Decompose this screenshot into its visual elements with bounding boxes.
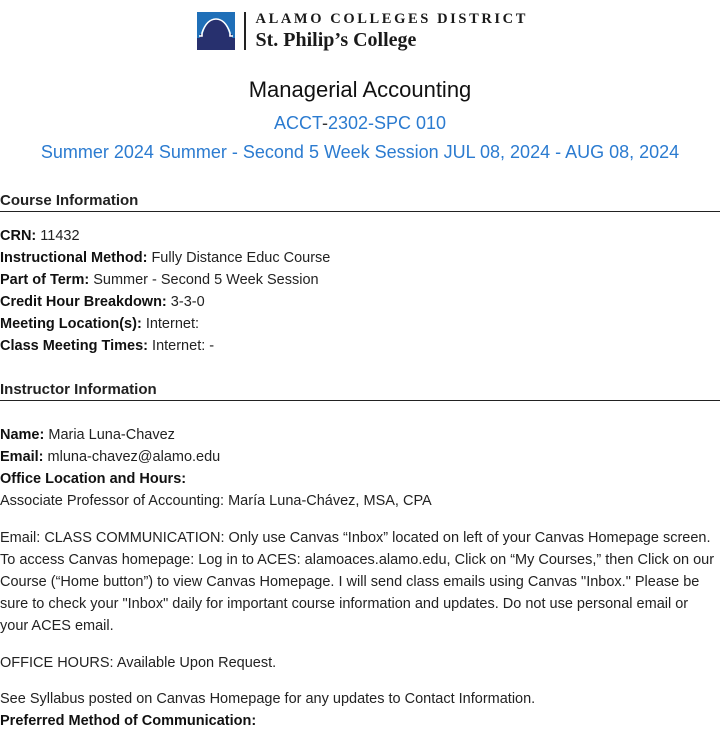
field-label: Class Meeting Times: — [0, 338, 149, 354]
district-name: ALAMO COLLEGES DISTRICT — [255, 11, 529, 28]
field-value: 3-3-0 — [170, 294, 205, 310]
field-value: Internet: — [145, 316, 200, 332]
course-code-separator: - — [321, 113, 328, 133]
logo-divider — [244, 12, 246, 50]
college-name: St. Philip’s College — [255, 28, 417, 51]
field-label: Part of Term: — [0, 272, 90, 288]
course-code — [0, 113, 720, 134]
field-label: Office Location and Hours: — [0, 471, 187, 487]
field-label: Meeting Location(s): — [0, 316, 142, 332]
preferred-communication-label — [0, 710, 256, 732]
field-credit-hours — [0, 291, 205, 313]
course-number: 2302-SPC 010 — [327, 113, 447, 133]
field-label: Instructional Method: — [0, 250, 148, 266]
field-value: Maria Luna-Chavez — [48, 427, 175, 443]
field-value: Summer - Second 5 Week Session — [93, 272, 319, 288]
field-label: CRN: — [0, 228, 37, 244]
instructor-title: Associate Professor of Accounting: María Luna-Chávez, MSA, CPA — [0, 493, 432, 509]
course-title: Managerial Accounting — [248, 77, 472, 102]
field-value: 11432 — [40, 228, 80, 244]
course-subject: ACCT — [273, 113, 322, 133]
field-instructional-method — [0, 247, 330, 269]
field-crn — [0, 225, 80, 247]
alamo-dome-icon — [197, 12, 235, 50]
course-information-heading: Course Information — [0, 192, 720, 212]
field-label: Preferred Method of Communication: — [0, 713, 257, 729]
office-hours: OFFICE HOURS: Available Upon Request. — [0, 655, 277, 671]
communication-paragraph: Email: CLASS COMMUNICATION: Only use Canvas “Inbox” located on left of your Canvas Homepage screen. To access Canvas homepage: Log in to ACES: alamoaces.alamo.edu, Click on “My Courses,” then Click on our Course (“Home button”) to view Canvas Homepage. I will send class emails using Canvas "Inbox." Please be sure to check your "Inbox" daily for important course information and updates. Do not use personal email or your ACES email. — [0, 530, 715, 634]
field-meeting-times — [0, 335, 214, 357]
field-value: Internet: - — [152, 338, 215, 354]
field-instructor-name — [0, 424, 175, 446]
field-label: Email: — [0, 449, 44, 465]
field-part-of-term — [0, 269, 319, 291]
field-meeting-location — [0, 313, 199, 335]
logo-wordmark — [256, 12, 529, 50]
field-value: Fully Distance Educ Course — [151, 250, 331, 266]
instructor-information-heading: Instructor Information — [0, 381, 720, 401]
field-office-location — [0, 468, 186, 490]
field-value: mluna-chavez@alamo.edu — [47, 449, 221, 465]
field-label: Credit Hour Breakdown: — [0, 294, 167, 310]
term-dates: Summer 2024 Summer - Second 5 Week Session JUL 08, 2024 - AUG 08, 2024 — [40, 142, 680, 162]
syllabus-note: See Syllabus posted on Canvas Homepage for any updates to Contact Information. — [0, 691, 536, 707]
field-instructor-email — [0, 446, 220, 468]
field-label: Name: — [0, 427, 45, 443]
college-logo — [197, 12, 528, 50]
